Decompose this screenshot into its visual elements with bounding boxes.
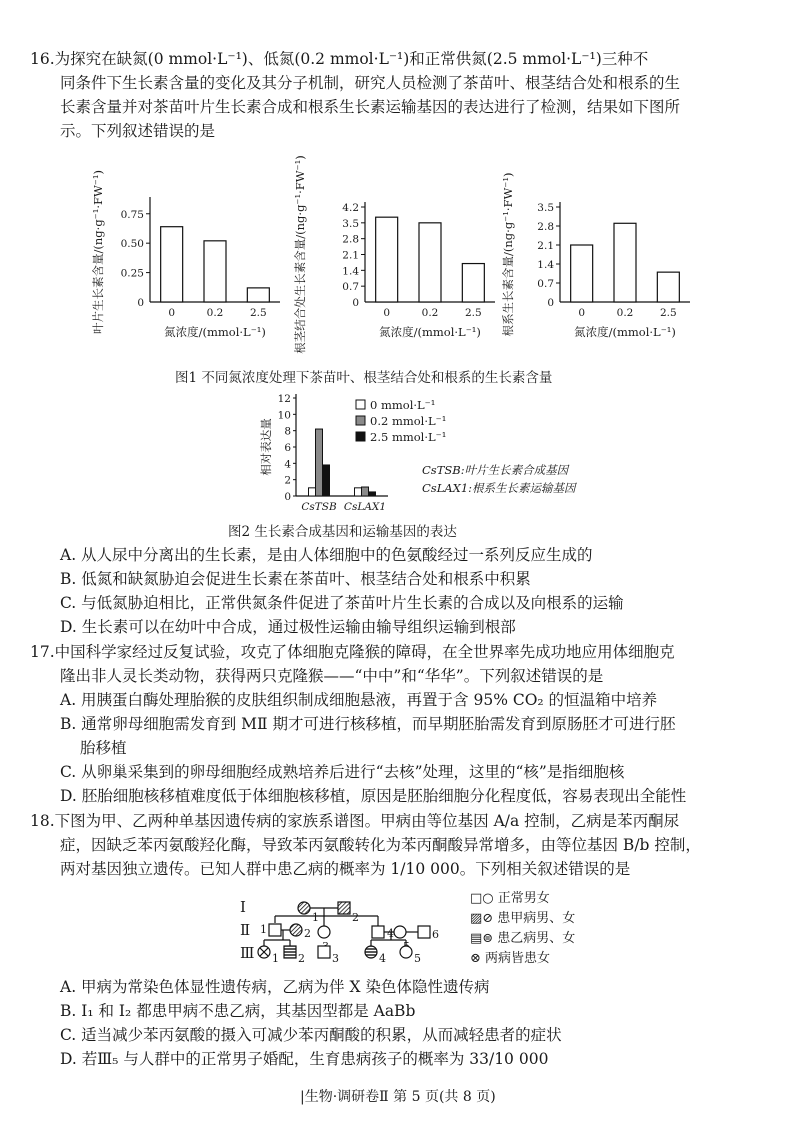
pedigree-II5-male — [418, 926, 430, 938]
figure-1-caption: 图1 不同氮浓度处理下茶苗叶、根茎结合处和根系的生长素含量 — [175, 370, 553, 386]
legend-swatch — [356, 432, 365, 441]
pedigree-I2-male-affected-a — [338, 902, 350, 914]
pedigree-III5-female — [400, 946, 412, 958]
y-tick-label: 0.50 — [120, 238, 144, 251]
y-tick-label: 3.5 — [342, 217, 359, 230]
q18-option-c: C. 适当减少苯丙氨酸的摄入可减少苯丙酮酸的积累，从而减轻患者的症状 — [60, 1026, 562, 1044]
bar-CsLAX1-2 — [369, 492, 376, 496]
x-axis-label: 氮浓度/(mmol·L⁻¹) — [379, 325, 481, 339]
x-tick-label: 0 — [578, 307, 586, 319]
gen-label-I: Ⅰ — [240, 898, 246, 916]
pedigree-II1-male — [269, 924, 281, 936]
y-tick-label: 12 — [277, 393, 291, 405]
bar-CsTSB-1 — [316, 429, 323, 496]
q17-option-a: A. 用胰蛋白酶处理胎猴的皮肤组织制成细胞悬液，再置于含 95% CO₂ 的恒温箱中培养 — [60, 691, 658, 709]
y-tick-label: 2.1 — [537, 240, 554, 252]
legend-both: ⊗ 两病皆患女 — [470, 951, 551, 966]
y-tick-label: 0 — [547, 297, 554, 309]
bar — [657, 272, 679, 302]
x-tick-label: 0 — [168, 307, 176, 319]
q16-option-d: D. 生长素可以在幼叶中合成，通过极性运输由输导组织运输到根部 — [60, 618, 516, 636]
legend-normal: □○ 正常男女 — [470, 891, 550, 906]
gene-annotation: CsLAX1:根系生长素运输基因 — [422, 481, 576, 495]
y-axis-label: 叶片生长素含量/(ng·g⁻¹·FW⁻¹) — [91, 170, 105, 334]
svg-text:2: 2 — [304, 927, 311, 940]
legend-label: 0 mmol·L⁻¹ — [370, 398, 436, 412]
bar-CsTSB-2 — [323, 465, 330, 496]
y-tick-label: 2 — [284, 474, 291, 487]
x-tick-label: 2.5 — [659, 307, 677, 319]
q16-line-4: 示。下列叙述错误的是 — [60, 122, 216, 140]
legend-disease-a: ▨⊘ 患甲病男、女 — [470, 911, 576, 926]
bar — [614, 223, 636, 302]
x-axis-label: 氮浓度/(mmol·L⁻¹) — [164, 325, 266, 339]
bar-CsTSB-0 — [309, 488, 316, 496]
q17-line-1: 17.中国科学家经过反复试验，攻克了体细胞克隆猴的障碍，在全世界率先成功地应用体细胞克 — [30, 643, 675, 661]
x-tick-label: 0 — [383, 307, 391, 319]
y-tick-label: 2.1 — [342, 249, 359, 262]
pedigree-II3-female — [318, 926, 330, 938]
svg-text:3: 3 — [332, 952, 339, 965]
figure-2-caption: 图2 生长素合成基因和运输基因的表达 — [228, 524, 457, 540]
x-tick-label: CsLAX1 — [343, 501, 387, 513]
gene-expression-chart — [252, 392, 632, 517]
pedigree-III3-male — [318, 946, 330, 958]
q16-line-3: 长素含量并对茶苗叶片生长素合成和根系生长素运输基因的表达进行了检测，结果如下图所 — [60, 98, 681, 116]
y-tick-label: 0.75 — [120, 208, 144, 221]
svg-text:6: 6 — [432, 928, 439, 941]
y-tick-label: 6 — [284, 442, 291, 454]
svg-text:1: 1 — [272, 952, 279, 965]
q16-line-2: 同条件下生长素含量的变化及其分子机制，研究人员检测了茶苗叶、根茎结合处和根系的生 — [60, 74, 681, 92]
y-tick-label: 0 — [137, 297, 144, 309]
bar-CsLAX1-0 — [355, 488, 362, 496]
bar — [419, 223, 441, 302]
legend-label: 0.2 mmol·L⁻¹ — [370, 414, 447, 428]
y-tick-label: 0.7 — [537, 278, 554, 290]
x-axis-label: 氮浓度/(mmol·L⁻¹) — [574, 325, 676, 339]
x-tick-label: 0.2 — [206, 307, 224, 319]
y-tick-label: 0.25 — [120, 267, 144, 280]
y-tick-label: 0 — [352, 297, 359, 309]
x-tick-label: 2.5 — [464, 307, 482, 319]
pedigree-I1-female-affected-a — [298, 902, 310, 914]
svg-text:1: 1 — [312, 911, 319, 924]
gen-label-III: Ⅲ — [240, 944, 255, 962]
svg-text:2: 2 — [298, 952, 305, 965]
bar — [462, 264, 484, 302]
y-axis-label: 根系生长素含量/(ng·g⁻¹·FW⁻¹) — [501, 172, 515, 337]
root-stem-junction-auxin-chart — [290, 150, 520, 365]
q16-option-b: B. 低氮和缺氮胁迫会促进生长素在茶苗叶、根茎结合处和根系中积累 — [60, 570, 531, 588]
svg-text:4: 4 — [379, 952, 386, 965]
bar — [204, 241, 226, 302]
bar — [247, 288, 269, 302]
y-tick-label: 3.5 — [537, 202, 554, 214]
y-tick-label: 0 — [284, 491, 291, 503]
svg-text:4: 4 — [387, 927, 394, 940]
leaf-auxin-chart — [90, 150, 305, 365]
legend-swatch — [356, 416, 365, 425]
svg-text:2: 2 — [352, 911, 359, 924]
q17-option-b-cont: 胎移植 — [80, 739, 127, 757]
y-tick-label: 10 — [277, 409, 291, 422]
y-tick-label: 8 — [284, 425, 291, 438]
pedigree-II2-female-affected-a — [290, 924, 302, 936]
q18-option-b: B. Ⅰ₁ 和 Ⅰ₂ 都患甲病不患乙病，其基因型都是 AaBb — [60, 1002, 416, 1020]
svg-text:5: 5 — [414, 952, 421, 965]
x-tick-label: 2.5 — [249, 307, 267, 319]
q16-line-1: 16.为探究在缺氮(0 mmol·L⁻¹)、低氮(0.2 mmol·L⁻¹)和正常供氮(2.5 mmol·L⁻¹)三种不 — [30, 50, 649, 68]
svg-text:1: 1 — [260, 923, 267, 936]
y-tick-label: 4.2 — [342, 202, 359, 214]
q16-option-c: C. 与低氮胁迫相比，正常供氮条件促进了茶苗叶片生长素的合成以及向根系的运输 — [60, 594, 624, 612]
q17-option-b: B. 通常卵母细胞需发育到 MⅡ 期才可进行核移植，而早期胚胎需发育到原肠胚才可进行胚 — [60, 715, 676, 733]
legend-disease-b: ▤⊜ 患乙病男、女 — [470, 931, 576, 946]
q18-option-d: D. 若Ⅲ₅ 与人群中的正常男子婚配，生育患病孩子的概率为 33/10 000 — [60, 1050, 549, 1068]
x-tick-label: 0.2 — [616, 307, 634, 319]
q18-option-a: A. 甲病为常染色体显性遗传病，乙病为伴 X 染色体隐性遗传病 — [60, 978, 490, 996]
root-auxin-chart — [500, 150, 720, 365]
y-tick-label: 2.8 — [537, 221, 554, 233]
q18-line-3: 两对基因独立遗传。已知人群中患乙病的概率为 1/10 000。下列相关叙述错误的是 — [60, 860, 631, 878]
x-tick-label: 0.2 — [421, 307, 439, 319]
pedigree-chart — [230, 882, 650, 974]
legend-swatch — [356, 400, 365, 409]
y-tick-label: 1.4 — [342, 265, 359, 278]
pedigree-II4-male — [372, 926, 384, 938]
y-tick-label: 4 — [284, 458, 291, 471]
y-axis-label: 相对表达量 — [259, 418, 273, 476]
q17-option-c: C. 从卵巢采集到的卵母细胞经成熟培养后进行“去核”处理，这里的“核”是指细胞核 — [60, 763, 625, 781]
legend-label: 2.5 mmol·L⁻¹ — [370, 430, 447, 444]
y-tick-label: 1.4 — [537, 259, 554, 271]
bar — [376, 217, 398, 302]
y-tick-label: 2.8 — [342, 233, 359, 246]
q17-option-d: D. 胚胎细胞核移植难度低于体细胞核移植，原因是胚胎细胞分化程度低，容易表现出全能性 — [60, 787, 687, 805]
bar — [571, 245, 593, 302]
gen-label-II: Ⅱ — [240, 921, 251, 939]
y-tick-label: 0.7 — [342, 281, 359, 294]
x-tick-label: CsTSB — [301, 501, 337, 513]
pedigree-II5-female — [394, 926, 406, 938]
q16-option-a: A. 从人尿中分离出的生长素，是由人体细胞中的色氨酸经过一系列反应生成的 — [60, 546, 593, 564]
page-footer: |生物·调研卷Ⅱ 第 5 页(共 8 页) — [300, 1089, 496, 1105]
pedigree-III4-female-affected-b — [365, 946, 377, 958]
q17-line-2: 隆出非人灵长类动物，获得两只克隆猴——“中中”和“华华”。下列叙述错误的是 — [60, 667, 604, 685]
bar — [161, 227, 183, 302]
q18-line-1: 18.下图为甲、乙两种单基因遗传病的家族系谱图。甲病由等位基因 A/a 控制，乙病是苯丙酮尿 — [30, 812, 680, 830]
y-axis-label: 根茎结合处生长素含量/(ng·g⁻¹·FW⁻¹) — [293, 155, 307, 354]
q18-line-2: 症，因缺乏苯丙氨酸羟化酶，导致苯丙氨酸转化为苯丙酮酸异常增多，由等位基因 B/b 控制， — [60, 836, 701, 854]
gene-annotation: CsTSB:叶片生长素合成基因 — [422, 463, 569, 477]
pedigree-III2-male-affected-b — [284, 946, 296, 958]
bar-CsLAX1-1 — [362, 487, 369, 496]
